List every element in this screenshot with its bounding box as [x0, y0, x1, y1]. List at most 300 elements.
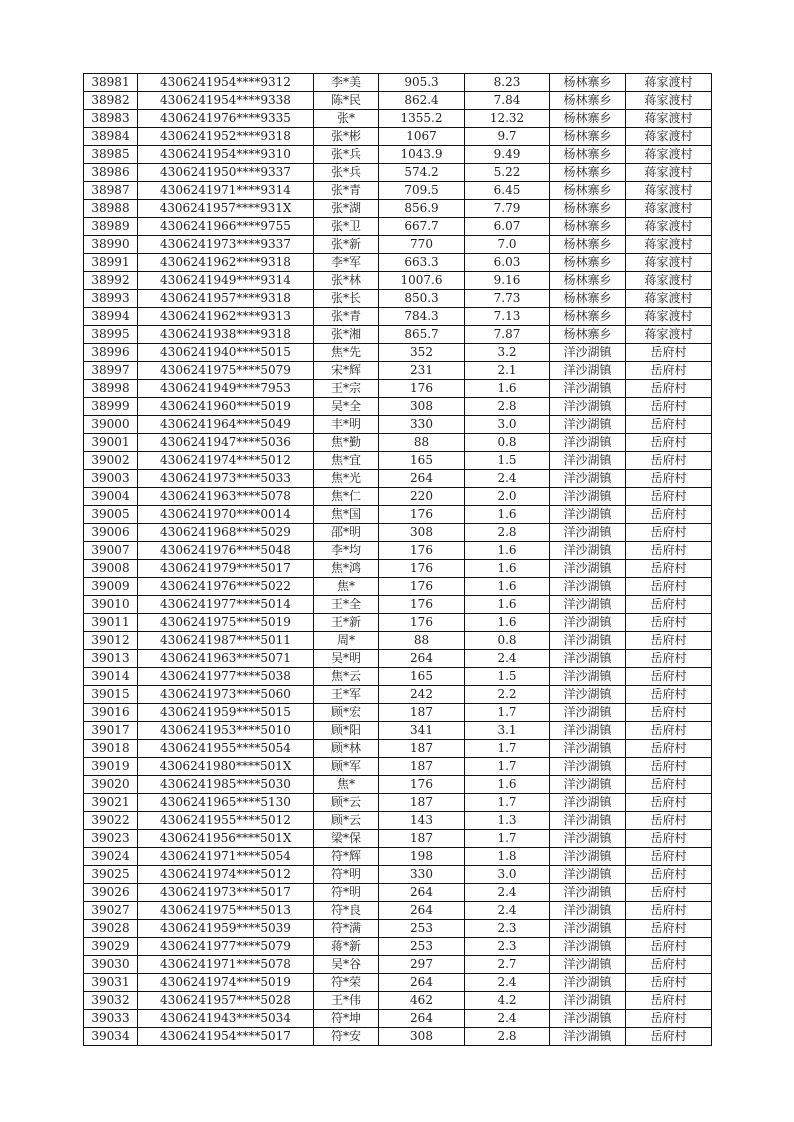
name-cell: 王*军: [314, 686, 379, 704]
id-number-cell: 4306241964****5049: [138, 416, 314, 434]
village-cell: 岳府村: [626, 542, 712, 560]
village-cell: 蒋家渡村: [626, 308, 712, 326]
amount-cell: 242: [379, 686, 465, 704]
row-number-cell: 39009: [84, 578, 138, 596]
row-number-cell: 39026: [84, 884, 138, 902]
village-cell: 岳府村: [626, 884, 712, 902]
table-row: [84, 164, 712, 182]
village-cell: 岳府村: [626, 362, 712, 380]
table-row: [84, 902, 712, 920]
id-number-cell: 4306241979****5017: [138, 560, 314, 578]
table-row: [84, 686, 712, 704]
township-cell: 杨林寨乡: [550, 236, 626, 254]
township-cell: 杨林寨乡: [550, 290, 626, 308]
village-cell: 岳府村: [626, 848, 712, 866]
id-number-cell: 4306241974****5019: [138, 974, 314, 992]
village-cell: 蒋家渡村: [626, 182, 712, 200]
township-cell: 洋沙湖镇: [550, 650, 626, 668]
township-cell: 洋沙湖镇: [550, 434, 626, 452]
amount-cell: 220: [379, 488, 465, 506]
name-cell: 顾*阳: [314, 722, 379, 740]
name-cell: 顾*云: [314, 812, 379, 830]
amount-cell: 264: [379, 650, 465, 668]
quantity-cell: 12.32: [465, 110, 550, 128]
township-cell: 洋沙湖镇: [550, 488, 626, 506]
id-number-cell: 4306241959****5039: [138, 920, 314, 938]
id-number-cell: 4306241956****501X: [138, 830, 314, 848]
id-number-cell: 4306241973****5033: [138, 470, 314, 488]
table-row: [84, 452, 712, 470]
amount-cell: 253: [379, 938, 465, 956]
amount-cell: 341: [379, 722, 465, 740]
quantity-cell: 1.6: [465, 380, 550, 398]
table-row: [84, 74, 712, 92]
amount-cell: 330: [379, 416, 465, 434]
amount-cell: 784.3: [379, 308, 465, 326]
row-number-cell: 38996: [84, 344, 138, 362]
township-cell: 洋沙湖镇: [550, 560, 626, 578]
quantity-cell: 1.6: [465, 578, 550, 596]
name-cell: 王*全: [314, 596, 379, 614]
name-cell: 焦*宜: [314, 452, 379, 470]
row-number-cell: 39002: [84, 452, 138, 470]
village-cell: 岳府村: [626, 992, 712, 1010]
quantity-cell: 2.4: [465, 650, 550, 668]
row-number-cell: 38988: [84, 200, 138, 218]
village-cell: 蒋家渡村: [626, 218, 712, 236]
amount-cell: 709.5: [379, 182, 465, 200]
amount-cell: 330: [379, 866, 465, 884]
table-row: [84, 344, 712, 362]
amount-cell: 850.3: [379, 290, 465, 308]
name-cell: 李*均: [314, 542, 379, 560]
id-number-cell: 4306241955****5054: [138, 740, 314, 758]
amount-cell: 187: [379, 830, 465, 848]
quantity-cell: 1.7: [465, 794, 550, 812]
village-cell: 岳府村: [626, 776, 712, 794]
row-number-cell: 38983: [84, 110, 138, 128]
id-number-cell: 4306241954****5017: [138, 1028, 314, 1046]
quantity-cell: 1.7: [465, 758, 550, 776]
amount-cell: 176: [379, 506, 465, 524]
table-row: [84, 506, 712, 524]
id-number-cell: 4306241977****5079: [138, 938, 314, 956]
village-cell: 蒋家渡村: [626, 92, 712, 110]
township-cell: 洋沙湖镇: [550, 776, 626, 794]
table-row: [84, 722, 712, 740]
amount-cell: 187: [379, 704, 465, 722]
township-cell: 洋沙湖镇: [550, 740, 626, 758]
village-cell: 岳府村: [626, 794, 712, 812]
name-cell: 张*新: [314, 236, 379, 254]
township-cell: 洋沙湖镇: [550, 812, 626, 830]
name-cell: 陈*民: [314, 92, 379, 110]
name-cell: 焦*云: [314, 668, 379, 686]
name-cell: 张*长: [314, 290, 379, 308]
quantity-cell: 3.2: [465, 344, 550, 362]
name-cell: 焦*勤: [314, 434, 379, 452]
quantity-cell: 2.7: [465, 956, 550, 974]
table-row: [84, 470, 712, 488]
village-cell: 蒋家渡村: [626, 236, 712, 254]
village-cell: 蒋家渡村: [626, 74, 712, 92]
township-cell: 杨林寨乡: [550, 164, 626, 182]
amount-cell: 462: [379, 992, 465, 1010]
table-row: [84, 884, 712, 902]
table-row: [84, 290, 712, 308]
amount-cell: 176: [379, 596, 465, 614]
name-cell: 李*军: [314, 254, 379, 272]
name-cell: 顾*林: [314, 740, 379, 758]
township-cell: 洋沙湖镇: [550, 884, 626, 902]
village-cell: 岳府村: [626, 650, 712, 668]
amount-cell: 905.3: [379, 74, 465, 92]
name-cell: 符*坤: [314, 1010, 379, 1028]
table-row: [84, 326, 712, 344]
township-cell: 洋沙湖镇: [550, 794, 626, 812]
name-cell: 王*宗: [314, 380, 379, 398]
quantity-cell: 2.4: [465, 470, 550, 488]
id-number-cell: 4306241987****5011: [138, 632, 314, 650]
name-cell: 顾*军: [314, 758, 379, 776]
quantity-cell: 9.16: [465, 272, 550, 290]
township-cell: 洋沙湖镇: [550, 704, 626, 722]
township-cell: 洋沙湖镇: [550, 578, 626, 596]
amount-cell: 187: [379, 740, 465, 758]
table-row: [84, 578, 712, 596]
quantity-cell: 1.6: [465, 506, 550, 524]
name-cell: 符*辉: [314, 848, 379, 866]
name-cell: 张*青: [314, 182, 379, 200]
quantity-cell: 1.7: [465, 830, 550, 848]
id-number-cell: 4306241974****5012: [138, 452, 314, 470]
table-row: [84, 758, 712, 776]
quantity-cell: 2.3: [465, 920, 550, 938]
id-number-cell: 4306241966****9755: [138, 218, 314, 236]
amount-cell: 264: [379, 1010, 465, 1028]
table-row: [84, 524, 712, 542]
name-cell: 丰*明: [314, 416, 379, 434]
village-cell: 岳府村: [626, 1010, 712, 1028]
name-cell: 符*明: [314, 866, 379, 884]
village-cell: 蒋家渡村: [626, 290, 712, 308]
quantity-cell: 6.07: [465, 218, 550, 236]
township-cell: 洋沙湖镇: [550, 362, 626, 380]
name-cell: 王*伟: [314, 992, 379, 1010]
village-cell: 蒋家渡村: [626, 164, 712, 182]
table-row: [84, 254, 712, 272]
id-number-cell: 4306241971****5054: [138, 848, 314, 866]
amount-cell: 1007.6: [379, 272, 465, 290]
table-row: [84, 182, 712, 200]
row-number-cell: 39017: [84, 722, 138, 740]
row-number-cell: 39022: [84, 812, 138, 830]
row-number-cell: 39019: [84, 758, 138, 776]
row-number-cell: 38984: [84, 128, 138, 146]
id-number-cell: 4306241952****9318: [138, 128, 314, 146]
id-number-cell: 4306241949****9314: [138, 272, 314, 290]
village-cell: 岳府村: [626, 506, 712, 524]
id-number-cell: 4306241975****5019: [138, 614, 314, 632]
village-cell: 岳府村: [626, 740, 712, 758]
village-cell: 岳府村: [626, 704, 712, 722]
row-number-cell: 39029: [84, 938, 138, 956]
row-number-cell: 39023: [84, 830, 138, 848]
row-number-cell: 38986: [84, 164, 138, 182]
village-cell: 蒋家渡村: [626, 326, 712, 344]
village-cell: 岳府村: [626, 866, 712, 884]
table-row: [84, 272, 712, 290]
row-number-cell: 39021: [84, 794, 138, 812]
village-cell: 岳府村: [626, 524, 712, 542]
id-number-cell: 4306241962****9318: [138, 254, 314, 272]
quantity-cell: 0.8: [465, 632, 550, 650]
table-row: [84, 668, 712, 686]
row-number-cell: 39013: [84, 650, 138, 668]
township-cell: 洋沙湖镇: [550, 866, 626, 884]
quantity-cell: 2.0: [465, 488, 550, 506]
id-number-cell: 4306241957****931X: [138, 200, 314, 218]
quantity-cell: 2.4: [465, 1010, 550, 1028]
village-cell: 蒋家渡村: [626, 254, 712, 272]
township-cell: 杨林寨乡: [550, 218, 626, 236]
quantity-cell: 7.87: [465, 326, 550, 344]
quantity-cell: 1.6: [465, 776, 550, 794]
name-cell: 吴*全: [314, 398, 379, 416]
amount-cell: 187: [379, 758, 465, 776]
quantity-cell: 7.13: [465, 308, 550, 326]
township-cell: 杨林寨乡: [550, 254, 626, 272]
amount-cell: 308: [379, 398, 465, 416]
id-number-cell: 4306241954****9338: [138, 92, 314, 110]
row-number-cell: 38985: [84, 146, 138, 164]
village-cell: 岳府村: [626, 956, 712, 974]
id-number-cell: 4306241959****5015: [138, 704, 314, 722]
quantity-cell: 7.79: [465, 200, 550, 218]
table-row: [84, 92, 712, 110]
name-cell: 李*美: [314, 74, 379, 92]
id-number-cell: 4306241976****5048: [138, 542, 314, 560]
amount-cell: 1067: [379, 128, 465, 146]
table-row: [84, 614, 712, 632]
quantity-cell: 2.8: [465, 398, 550, 416]
amount-cell: 176: [379, 776, 465, 794]
amount-cell: 308: [379, 524, 465, 542]
table-row: [84, 236, 712, 254]
id-number-cell: 4306241973****9337: [138, 236, 314, 254]
amount-cell: 308: [379, 1028, 465, 1046]
table-row: [84, 218, 712, 236]
table-row: [84, 1028, 712, 1046]
table-row: [84, 596, 712, 614]
name-cell: 吴*明: [314, 650, 379, 668]
id-number-cell: 4306241953****5010: [138, 722, 314, 740]
row-number-cell: 39012: [84, 632, 138, 650]
row-number-cell: 39004: [84, 488, 138, 506]
village-cell: 岳府村: [626, 632, 712, 650]
id-number-cell: 4306241974****5012: [138, 866, 314, 884]
village-cell: 岳府村: [626, 830, 712, 848]
row-number-cell: 38992: [84, 272, 138, 290]
table-body: [84, 74, 712, 1046]
village-cell: 岳府村: [626, 938, 712, 956]
township-cell: 洋沙湖镇: [550, 830, 626, 848]
table-row: [84, 416, 712, 434]
id-number-cell: 4306241950****9337: [138, 164, 314, 182]
table-row: [84, 632, 712, 650]
name-cell: 宋*辉: [314, 362, 379, 380]
township-cell: 杨林寨乡: [550, 272, 626, 290]
row-number-cell: 39030: [84, 956, 138, 974]
village-cell: 岳府村: [626, 380, 712, 398]
table-row: [84, 830, 712, 848]
quantity-cell: 7.84: [465, 92, 550, 110]
id-number-cell: 4306241971****9314: [138, 182, 314, 200]
table-row: [84, 740, 712, 758]
amount-cell: 856.9: [379, 200, 465, 218]
name-cell: 梁*保: [314, 830, 379, 848]
name-cell: 吴*谷: [314, 956, 379, 974]
id-number-cell: 4306241975****5013: [138, 902, 314, 920]
amount-cell: 176: [379, 542, 465, 560]
table-row: [84, 128, 712, 146]
name-cell: 张*彬: [314, 128, 379, 146]
village-cell: 岳府村: [626, 758, 712, 776]
quantity-cell: 1.6: [465, 560, 550, 578]
table-row: [84, 542, 712, 560]
village-cell: 岳府村: [626, 452, 712, 470]
id-number-cell: 4306241973****5017: [138, 884, 314, 902]
amount-cell: 1355.2: [379, 110, 465, 128]
data-table: [83, 73, 712, 1046]
amount-cell: 88: [379, 434, 465, 452]
township-cell: 洋沙湖镇: [550, 596, 626, 614]
quantity-cell: 0.8: [465, 434, 550, 452]
township-cell: 洋沙湖镇: [550, 1010, 626, 1028]
amount-cell: 176: [379, 614, 465, 632]
row-number-cell: 39014: [84, 668, 138, 686]
amount-cell: 663.3: [379, 254, 465, 272]
quantity-cell: 2.8: [465, 524, 550, 542]
township-cell: 洋沙湖镇: [550, 938, 626, 956]
table-row: [84, 704, 712, 722]
village-cell: 蒋家渡村: [626, 128, 712, 146]
quantity-cell: 2.4: [465, 974, 550, 992]
village-cell: 岳府村: [626, 614, 712, 632]
township-cell: 洋沙湖镇: [550, 524, 626, 542]
village-cell: 岳府村: [626, 1028, 712, 1046]
row-number-cell: 38989: [84, 218, 138, 236]
township-cell: 洋沙湖镇: [550, 722, 626, 740]
quantity-cell: 5.22: [465, 164, 550, 182]
id-number-cell: 4306241973****5060: [138, 686, 314, 704]
village-cell: 蒋家渡村: [626, 200, 712, 218]
township-cell: 洋沙湖镇: [550, 632, 626, 650]
township-cell: 洋沙湖镇: [550, 974, 626, 992]
name-cell: 符*明: [314, 884, 379, 902]
quantity-cell: 2.1: [465, 362, 550, 380]
village-cell: 岳府村: [626, 344, 712, 362]
row-number-cell: 39024: [84, 848, 138, 866]
table-row: [84, 866, 712, 884]
quantity-cell: 1.3: [465, 812, 550, 830]
township-cell: 杨林寨乡: [550, 92, 626, 110]
name-cell: 张*卫: [314, 218, 379, 236]
name-cell: 张*兵: [314, 164, 379, 182]
amount-cell: 1043.9: [379, 146, 465, 164]
table-row: [84, 650, 712, 668]
row-number-cell: 38998: [84, 380, 138, 398]
row-number-cell: 39005: [84, 506, 138, 524]
row-number-cell: 38999: [84, 398, 138, 416]
amount-cell: 264: [379, 902, 465, 920]
table-row: [84, 992, 712, 1010]
id-number-cell: 4306241971****5078: [138, 956, 314, 974]
amount-cell: 176: [379, 560, 465, 578]
row-number-cell: 38995: [84, 326, 138, 344]
row-number-cell: 38991: [84, 254, 138, 272]
table-row: [84, 434, 712, 452]
row-number-cell: 39010: [84, 596, 138, 614]
id-number-cell: 4306241947****5036: [138, 434, 314, 452]
amount-cell: 667.7: [379, 218, 465, 236]
township-cell: 洋沙湖镇: [550, 344, 626, 362]
quantity-cell: 1.6: [465, 542, 550, 560]
township-cell: 杨林寨乡: [550, 74, 626, 92]
village-cell: 岳府村: [626, 416, 712, 434]
row-number-cell: 39027: [84, 902, 138, 920]
row-number-cell: 39000: [84, 416, 138, 434]
name-cell: 蒋*新: [314, 938, 379, 956]
quantity-cell: 3.0: [465, 866, 550, 884]
village-cell: 岳府村: [626, 686, 712, 704]
amount-cell: 187: [379, 794, 465, 812]
village-cell: 岳府村: [626, 812, 712, 830]
table-row: [84, 1010, 712, 1028]
village-cell: 岳府村: [626, 470, 712, 488]
row-number-cell: 39011: [84, 614, 138, 632]
name-cell: 焦*: [314, 776, 379, 794]
name-cell: 焦*仁: [314, 488, 379, 506]
township-cell: 杨林寨乡: [550, 326, 626, 344]
township-cell: 洋沙湖镇: [550, 848, 626, 866]
id-number-cell: 4306241985****5030: [138, 776, 314, 794]
row-number-cell: 38997: [84, 362, 138, 380]
quantity-cell: 1.5: [465, 452, 550, 470]
township-cell: 洋沙湖镇: [550, 992, 626, 1010]
township-cell: 杨林寨乡: [550, 308, 626, 326]
id-number-cell: 4306241957****5028: [138, 992, 314, 1010]
row-number-cell: 39033: [84, 1010, 138, 1028]
township-cell: 洋沙湖镇: [550, 542, 626, 560]
id-number-cell: 4306241957****9318: [138, 290, 314, 308]
amount-cell: 862.4: [379, 92, 465, 110]
table-row: [84, 362, 712, 380]
id-number-cell: 4306241977****5038: [138, 668, 314, 686]
village-cell: 蒋家渡村: [626, 110, 712, 128]
township-cell: 洋沙湖镇: [550, 1028, 626, 1046]
table-row: [84, 488, 712, 506]
row-number-cell: 38981: [84, 74, 138, 92]
quantity-cell: 9.49: [465, 146, 550, 164]
name-cell: 焦*国: [314, 506, 379, 524]
name-cell: 张*湖: [314, 200, 379, 218]
village-cell: 岳府村: [626, 920, 712, 938]
township-cell: 杨林寨乡: [550, 128, 626, 146]
id-number-cell: 4306241954****9312: [138, 74, 314, 92]
table-row: [84, 110, 712, 128]
amount-cell: 770: [379, 236, 465, 254]
